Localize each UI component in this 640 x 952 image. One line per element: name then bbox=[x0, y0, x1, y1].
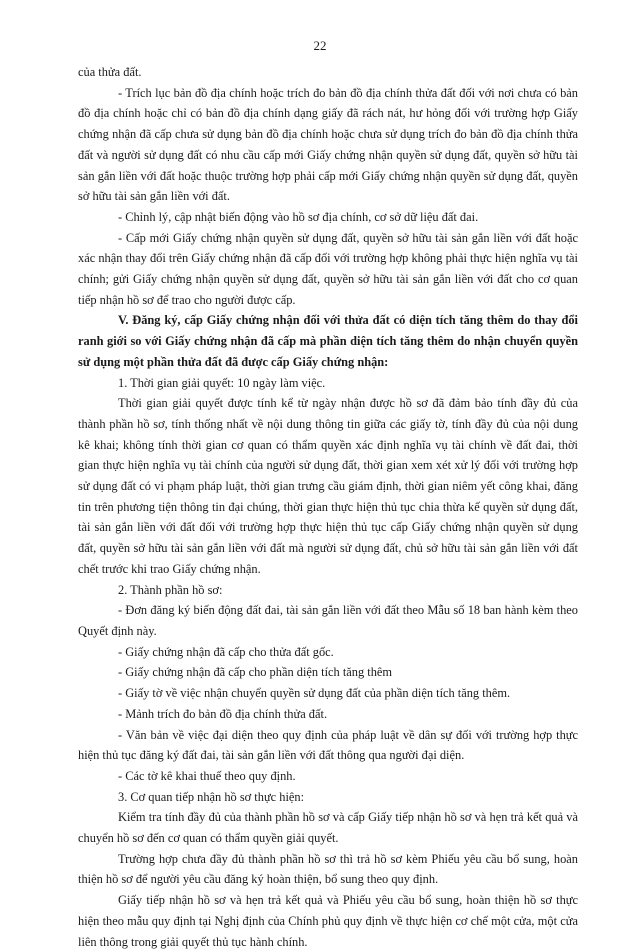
list-item-gcn-tang-them: - Giấy chứng nhận đã cấp cho phần diện tích tăng thêm bbox=[118, 665, 393, 680]
paragraph-continuation: của thửa đất. bbox=[78, 65, 142, 79]
paragraph-truong-hop-chua-du: Trường hợp chưa đầy đủ thành phần hồ sơ thì trả hồ sơ kèm Phiếu yêu cầu bổ sung, hoàn thiện hồ sơ để người yêu cầu đăng ký hoàn thiện, bổ sung theo quy định. bbox=[78, 851, 578, 887]
page-number: 22 bbox=[313, 38, 327, 53]
paragraph-kiem-tra: Kiểm tra tính đầy đủ của thành phần hồ sơ và cấp Giấy tiếp nhận hồ sơ và hẹn trả kết quả và chuyển hồ sơ đến cơ quan có thẩm quyền giải quyết. bbox=[78, 810, 578, 846]
list-item-van-ban-dai-dien: - Văn bản về việc đại diện theo quy định của pháp luật về dân sự đối với trường hợp thực hiện thủ tục đăng ký đất đai, tài sản gắn liền với đất thông qua người đại diện. bbox=[78, 727, 578, 763]
list-item-don-dang-ky: - Đơn đăng ký biến động đất đai, tài sản gắn liền với đất theo Mẫu số 18 ban hành kèm theo Quyết định này. bbox=[78, 603, 578, 638]
document-body bbox=[78, 62, 578, 952]
list-item-manh-trich-do: - Mảnh trích đo bản đồ địa chính thửa đất. bbox=[118, 706, 328, 721]
item-co-quan-tiep-nhan: 3. Cơ quan tiếp nhận hồ sơ thực hiện: bbox=[118, 789, 305, 804]
list-item-to-ke-khai-thue: - Các tờ kê khai thuế theo quy định. bbox=[118, 768, 296, 783]
item-thanh-phan: 2. Thành phần hồ sơ: bbox=[118, 582, 223, 597]
paragraph-thoi-gian-detail: Thời gian giải quyết được tính kể từ ngày nhận được hồ sơ đã đảm bảo tính đầy đủ của thành phần hồ sơ, tính thống nhất về nội dung thông tin giữa các giấy tờ, tính đầy đủ của nội dung kê khai; không tính thời gian cơ quan có thẩm quyền xác định nghĩa vụ tài chính về đất đai, thời gian thực hiện nghĩa vụ tài chính của người sử dụng đất, thời gian xem xét xử lý đối với trường hợp sử dụng đất có vi phạm pháp luật, thời gian trưng cầu giám định, thời gian niêm yết công khai, đăng tin trên phương tiện thông tin đại chúng, thời gian thực hiện thủ tục chia thừa kế quyền sử dụng đất, tài sản gắn liền với đất đối với trường hợp thực hiện thủ tục cấp Giấy chứng nhận quyền sử dụng đất, quyền sở hữu tài sản gắn liền với đất mà người sử dụng đất, chủ sở hữu tài sản gắn liền với đất chết trước khi trao Giấy chứng nhận. bbox=[78, 396, 578, 576]
list-item-gcn-thua-goc: - Giấy chứng nhận đã cấp cho thửa đất gốc. bbox=[118, 644, 334, 659]
section-heading-v: V. Đăng ký, cấp Giấy chứng nhận đối với thửa đất có diện tích tăng thêm do thay đổi ranh giới so với Giấy chứng nhận đã cấp mà phần diện tích tăng thêm do nhận chuyển quyền sử dụng một phần thửa đất đã được cấp Giấy chứng nhận: bbox=[78, 313, 578, 369]
paragraph-cap-moi: - Cấp mới Giấy chứng nhận quyền sử dụng đất, quyền sở hữu tài sản gắn liền với đất hoặc xác nhận thay đổi trên Giấy chứng nhận đã cấp đối với trường hợp không phải thực hiện nghĩa vụ tài chính; gửi Giấy chứng nhận quyền sử dụng đất, quyền sở hữu tài sản gắn liền với đất cho cơ quan tiếp nhận hồ sơ để trao cho người được cấp. bbox=[78, 230, 578, 307]
list-item-giay-to-chuyen-quyen: - Giấy tờ về việc nhận chuyển quyền sử dụng đất của phần diện tích tăng thêm. bbox=[118, 686, 511, 701]
paragraph-giay-tiep-nhan: Giấy tiếp nhận hồ sơ và hẹn trả kết quả và Phiếu yêu cầu bổ sung, hoàn thiện hồ sơ thực hiện theo mẫu quy định tại Nghị định của Chính phủ quy định về thực hiện cơ chế một cửa, một cửa liên thông trong giải quyết thủ tục hành chính. bbox=[78, 893, 578, 949]
paragraph-chinh-ly: - Chỉnh lý, cập nhật biến động vào hồ sơ địa chính, cơ sở dữ liệu đất đai. bbox=[118, 209, 479, 224]
item-thoi-gian: 1. Thời gian giải quyết: 10 ngày làm việc. bbox=[118, 375, 326, 390]
paragraph-trich-luc: - Trích lục bản đồ địa chính hoặc trích đo bản đồ địa chính thửa đất đối với nơi chưa có bản đồ địa chính hoặc chỉ có bản đồ địa chính dạng giấy đã rách nát, hư hỏng đối với trường hợp Giấy chứng nhận đã cấp chưa sử dụng bản đồ địa chính hoặc chưa sử dụng trích đo bản đồ địa chính thửa đất và người sử dụng đất có nhu cầu cấp mới Giấy chứng nhận quyền sử dụng đất, quyền sở hữu tài sản gắn liền với đất hoặc thuộc trường hợp phải cấp mới Giấy chứng nhận quyền sử dụng đất, quyền sở hữu tài sản gắn liền với đất. bbox=[78, 85, 578, 204]
